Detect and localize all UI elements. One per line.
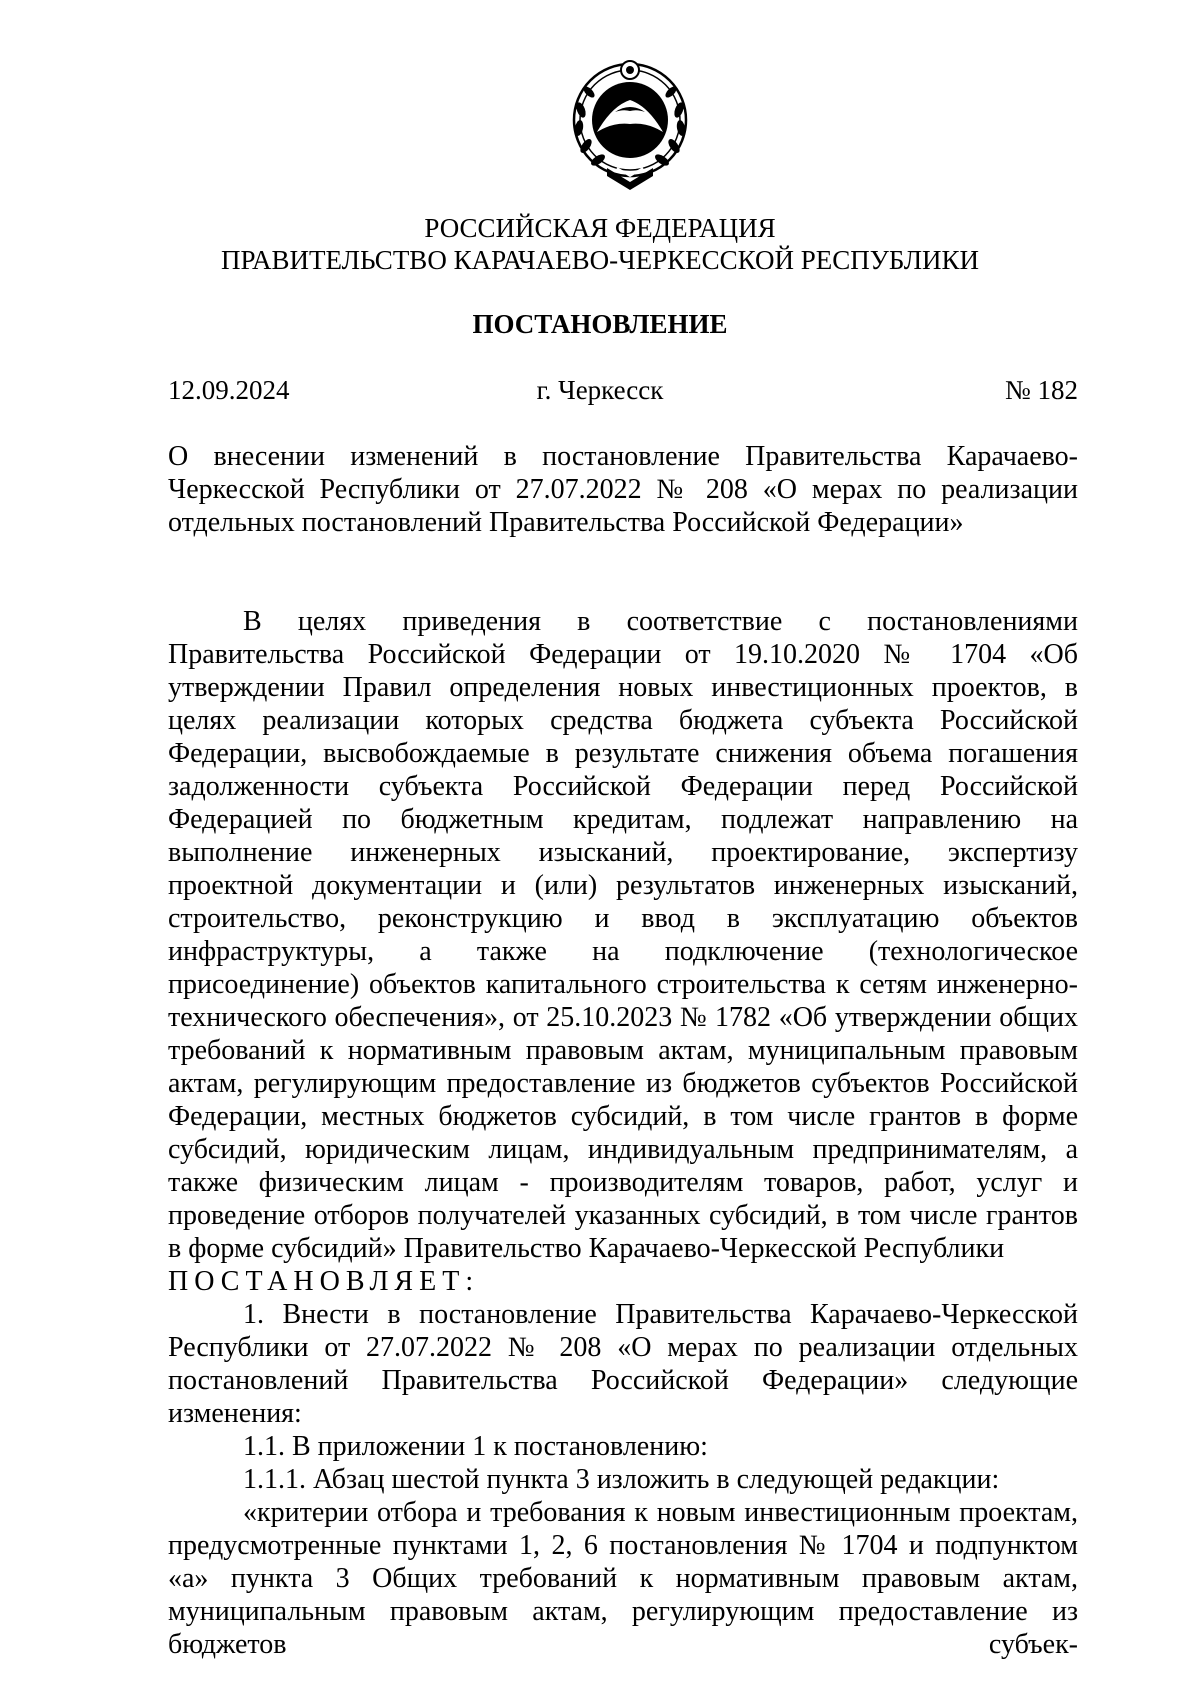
document-subject [168,440,1078,539]
preamble-paragraph: В целях приведения в соответствие с постановлениями Правительства Российской Федерации от 19.10.2020 № 1704 «Об утверждении Правил определения новых инвестиционных проектов, в целях реализации которых средства бюджета субъекта Российской Федерации, высвобождаемые в результате снижения объема погашения задолженности субъекта Российской Федерации перед Российской Федерацией по бюджетным кредитам, подлежат направлению на выполнение инженерных изысканий, проектирование, экспертизу проектной документации и (или) результатов инженерных изысканий, строительство, реконструкцию и ввод в эксплуатацию объектов инфраструктуры, а также на подключение (технологическое присоединение) объектов капитального строительства к сетям инженерно-технического обеспечения», от 25.10.2023 № 1782 «Об утверждении общих требований к нормативным правовым актам, муниципальным правовым актам, регулирующим предоставление из бюджетов субъектов Российской Федерации, местных бюджетов субсидий, в том числе грантов в форме субсидий, юридическим лицам, индивидуальным предпринимателям, а также физическим лицам - производителям товаров, работ, услуг и проведение отборов получателей указанных субсидий, в том числе грантов в форме субсидий» Правительство Карачаево-Черкесской Республики [168,606,1078,1264]
item-1-1-paragraph: 1.1. В приложении 1 к постановлению: [243,1431,708,1462]
document-number: № 182 [1004,375,1078,405]
item-1-1-1-paragraph: 1.1.1. Абзац шестой пункта 3 изложить в следующей редакции: [243,1464,1000,1495]
item-1-paragraph: 1. Внести в постановление Правительства Карачаево-Черкесской Республики от 27.07.2022 № 208 «О мерах по реализации отдельных постановлений Правительства Российской Федерации» следующие изменения: [168,1299,1078,1429]
document-body [168,605,1078,1661]
government-title: ПРАВИТЕЛЬСТВО КАРАЧАЕВО-ЧЕРКЕССКОЙ РЕСПУБЛИКИ [220,245,980,275]
country-title: РОССИЙСКАЯ ФЕДЕРАЦИЯ [424,213,776,243]
document-place: г. Черкесск [536,375,664,405]
subject-text: О внесении изменений в постановление Правительства Карачаево-Черкесской Республики от 27.07.2022 № 208 «О мерах по реализации отдельных постановлений Правительства Российской Федерации» [168,441,1078,538]
coat-of-arms-emblem [567,56,693,192]
quote-paragraph: «критерии отбора и требования к новым инвестиционным проектам, предусмотренные пунктами 1, 2, 6 постановления № 1704 и подпунктом «а» пункта 3 Общих требований к нормативным правовым актам, муниципальным правовым актам, регулирующим предоставление из бюджетов субъек- [168,1497,1078,1660]
resolve-word: ПОСТАНОВЛЯЕТ: [168,1266,480,1297]
document-date: 12.09.2024 [168,375,290,405]
document-type-title: ПОСТАНОВЛЕНИЕ [472,309,728,339]
